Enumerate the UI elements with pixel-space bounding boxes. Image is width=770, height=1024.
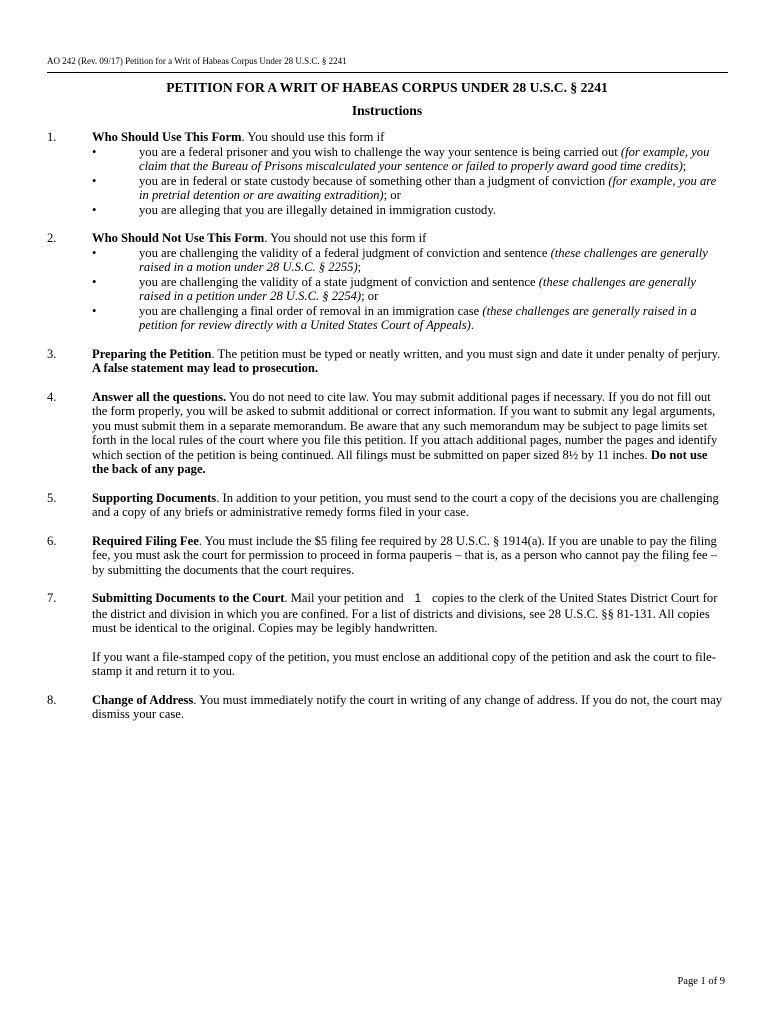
instruction-item-7: 7. Submitting Documents to the Court. Mail your petition and 1 copies to the clerk of the United States District Court for the district and division in which you are confined. For a list of districts and divisions, see 28 U.S.C. §§ 81-131. All copies must be identical to the original. Copies may be legibly handwritten. If you want a file-stamped copy of the petition, you must enclose an additional copy of the petition and ask the court to file-stamp it and return it to you. xyxy=(47,591,727,679)
instruction-item-4: 4. Answer all the questions. You do not need to cite law. You may submit additional pages if necessary. If you do not fill out the form properly, you will be asked to submit additional or correct information. If you want to submit any legal arguments, you must submit them in a separate memorandum. Be aware that any such memorandum may be subject to page limits set forth in the local rules of the court where you file this petition. If you attach additional pages, number the pages and identify which section of the petition is being continued. All filings must be submitted on paper sized 8½ by 11 inches. Do not use the back of any page. xyxy=(47,389,718,476)
item-intro: . You should use this form if xyxy=(241,130,385,144)
item-number: 5. xyxy=(47,490,57,505)
item-heading: Answer all the questions. xyxy=(92,389,227,404)
list-item: • you are challenging the validity of a federal judgment of conviction and sentence (these challenges are generally raised in a motion under 28 U.S.C. § 2255); xyxy=(92,245,708,274)
item-heading: Required Filing Fee xyxy=(92,533,199,548)
instructions-list xyxy=(47,130,727,722)
instruction-item-8: 8. Change of Address. You must immediately notify the court in writing of any change of address. If you do not, the court may dismiss your case. xyxy=(47,692,723,721)
copies-count-field[interactable]: 1 xyxy=(407,591,429,607)
instruction-item-2 xyxy=(47,231,727,333)
item-number: 1. xyxy=(47,130,57,144)
page-title: PETITION FOR A WRIT OF HABEAS CORPUS UNDER 28 U.S.C. § 2241 xyxy=(166,80,608,95)
instruction-item-3: 3. Preparing the Petition. The petition must be typed or neatly written, and you must sign and date it under penalty of perjury. A false statement may lead to prosecution. xyxy=(47,346,721,375)
list-item: • you are challenging a final order of removal in an immigration case (these challenges are generally raised in a petition for review directly with a United States Court of Appeals). xyxy=(92,303,697,332)
bullet: • xyxy=(92,245,97,260)
list-item: • you are alleging that you are illegally detained in immigration custody. xyxy=(92,202,496,217)
list-item: • you are a federal prisoner and you wish to challenge the way your sentence is being carried out (for example, you claim that the Bureau of Prisons miscalculated your sentence or failed to properly award good time credits); xyxy=(92,144,710,173)
instruction-item-1 xyxy=(47,130,727,217)
item-heading: Submitting Documents to the Court xyxy=(92,591,285,605)
item-intro: . You should not use this form if xyxy=(264,231,427,245)
item-number: 6. xyxy=(47,533,57,548)
item-number: 8. xyxy=(47,692,57,707)
header-rule xyxy=(47,72,728,73)
item-heading: Change of Address xyxy=(92,692,194,707)
bullet: • xyxy=(92,173,97,188)
list-item: • you are in federal or state custody because of something other than a judgment of conviction (for example, you are in pretrial detention or are awaiting extradition); or xyxy=(92,173,717,202)
item-number: 4. xyxy=(47,389,57,404)
item-heading: Who Should Not Use This Form xyxy=(92,231,265,245)
bullet: • xyxy=(92,202,97,217)
bullet: • xyxy=(92,144,97,159)
form-header: AO 242 (Rev. 09/17) Petition for a Writ of Habeas Corpus Under 28 U.S.C. § 2241 xyxy=(47,56,347,66)
instruction-item-6: 6. Required Filing Fee. You must include the $5 filing fee required by 28 U.S.C. § 1914(a). If you are unable to pay the filing fee, you must ask the court for permission to proceed in forma pauperis – that is, as a person who cannot pay the filing fee – by submitting the documents that the court requires. xyxy=(47,533,717,577)
item-heading: Preparing the Petition xyxy=(92,346,212,361)
instruction-item-5: 5. Supporting Documents. In addition to your petition, you must send to the court a copy of the decisions you are challenging and a copy of any briefs or administrative remedy forms filed in your case. xyxy=(47,490,719,519)
item-number: 2. xyxy=(47,231,57,245)
item-number: 7. xyxy=(47,591,57,605)
item-number: 3. xyxy=(47,346,57,361)
list-item: • you are challenging the validity of a state judgment of conviction and sentence (these challenges are generally raised in a petition under 28 U.S.C. § 2254); or xyxy=(92,274,696,303)
page-number: Page 1 of 9 xyxy=(677,976,725,987)
bullet: • xyxy=(92,303,97,318)
bullet: • xyxy=(92,274,97,289)
item-heading: Supporting Documents xyxy=(92,490,217,505)
item-heading: Who Should Use This Form xyxy=(92,130,242,144)
instructions-heading: Instructions xyxy=(351,103,423,118)
item-paragraph: If you want a file-stamped copy of the petition, you must enclose an additional copy of the petition and ask the court to file-stamp it and return it to you. xyxy=(92,649,716,678)
